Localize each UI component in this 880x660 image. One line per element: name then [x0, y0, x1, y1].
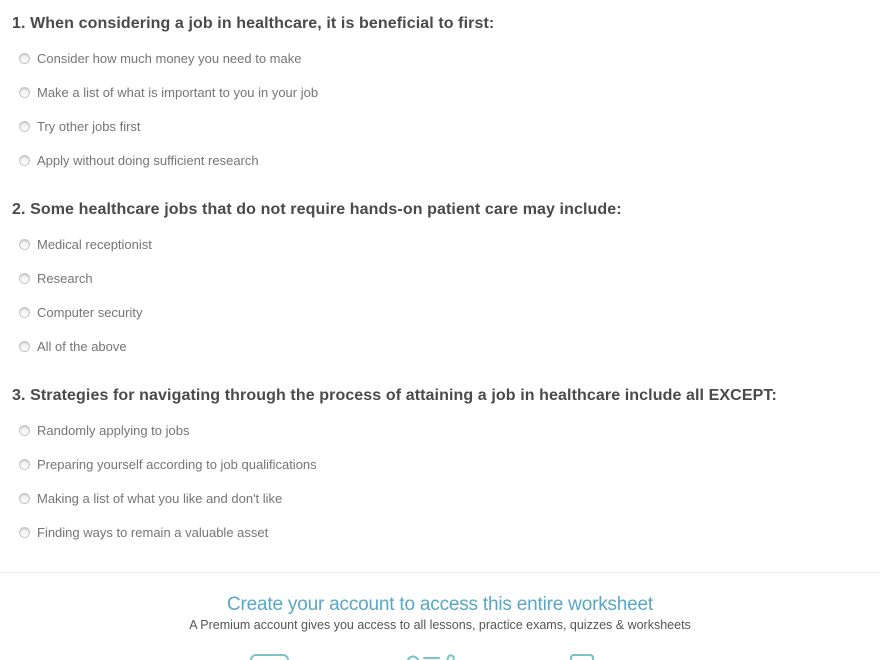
radio-button-icon[interactable] — [19, 425, 30, 436]
answer-option-label: Medical receptionist — [37, 237, 152, 252]
answer-option-label: Computer security — [37, 305, 143, 320]
worksheets-icon — [569, 654, 634, 660]
answer-option-label: Making a list of what you like and don't like — [37, 491, 283, 506]
question-heading: 3. Strategies for navigating through the process of attaining a job in healthcare include all EXCEPT: — [12, 387, 777, 404]
options-list — [0, 49, 880, 185]
answer-option[interactable] — [0, 117, 880, 151]
answer-option[interactable] — [0, 337, 880, 371]
options-list — [0, 235, 880, 371]
question-block — [0, 386, 880, 557]
question-heading: 2. Some healthcare jobs that do not require hands-on patient care may include: — [12, 201, 622, 218]
answer-option[interactable] — [0, 269, 880, 303]
question-block — [0, 200, 880, 371]
radio-button-icon[interactable] — [19, 341, 30, 352]
radio-button-icon[interactable] — [19, 87, 30, 98]
answer-option-label: All of the above — [37, 339, 127, 354]
answer-option-label: Randomly applying to jobs — [37, 423, 190, 438]
question-heading: 1. When considering a job in healthcare, it is beneficial to first: — [12, 15, 495, 32]
lessons-icon — [246, 654, 293, 660]
answer-option[interactable] — [0, 523, 880, 557]
answer-option[interactable] — [0, 303, 880, 337]
radio-button-icon[interactable] — [19, 459, 30, 470]
answer-option-label: Finding ways to remain a valuable asset — [37, 525, 269, 540]
question-block — [0, 14, 880, 185]
cta-section — [0, 572, 880, 660]
answer-option[interactable] — [0, 49, 880, 83]
answer-option[interactable] — [0, 151, 880, 185]
answer-option-label: Research — [37, 271, 93, 286]
answer-option[interactable] — [0, 83, 880, 117]
radio-button-icon[interactable] — [19, 121, 30, 132]
answer-option-label: Try other jobs first — [37, 119, 141, 134]
answer-option-label: Apply without doing sufficient research — [37, 153, 259, 168]
radio-button-icon[interactable] — [19, 527, 30, 538]
cta-subheading: A Premium account gives you access to all lessons, practice exams, quizzes & worksheets — [189, 618, 691, 632]
answer-option-label: Preparing yourself according to job qualifications — [37, 457, 317, 472]
cta-heading: Create your account to access this entire worksheet — [227, 594, 653, 615]
cta-icons-row — [0, 654, 880, 660]
radio-button-icon[interactable] — [19, 239, 30, 250]
answer-option[interactable] — [0, 235, 880, 269]
quizzes-icon — [406, 654, 456, 660]
options-list — [0, 421, 880, 557]
answer-option-label: Make a list of what is important to you in your job — [37, 85, 319, 100]
radio-button-icon[interactable] — [19, 307, 30, 318]
radio-button-icon[interactable] — [19, 273, 30, 284]
answer-option-label: Consider how much money you need to make — [37, 51, 302, 66]
radio-button-icon[interactable] — [19, 53, 30, 64]
radio-button-icon[interactable] — [19, 493, 30, 504]
radio-button-icon[interactable] — [19, 155, 30, 166]
answer-option[interactable] — [0, 421, 880, 455]
answer-option[interactable] — [0, 489, 880, 523]
answer-option[interactable] — [0, 455, 880, 489]
